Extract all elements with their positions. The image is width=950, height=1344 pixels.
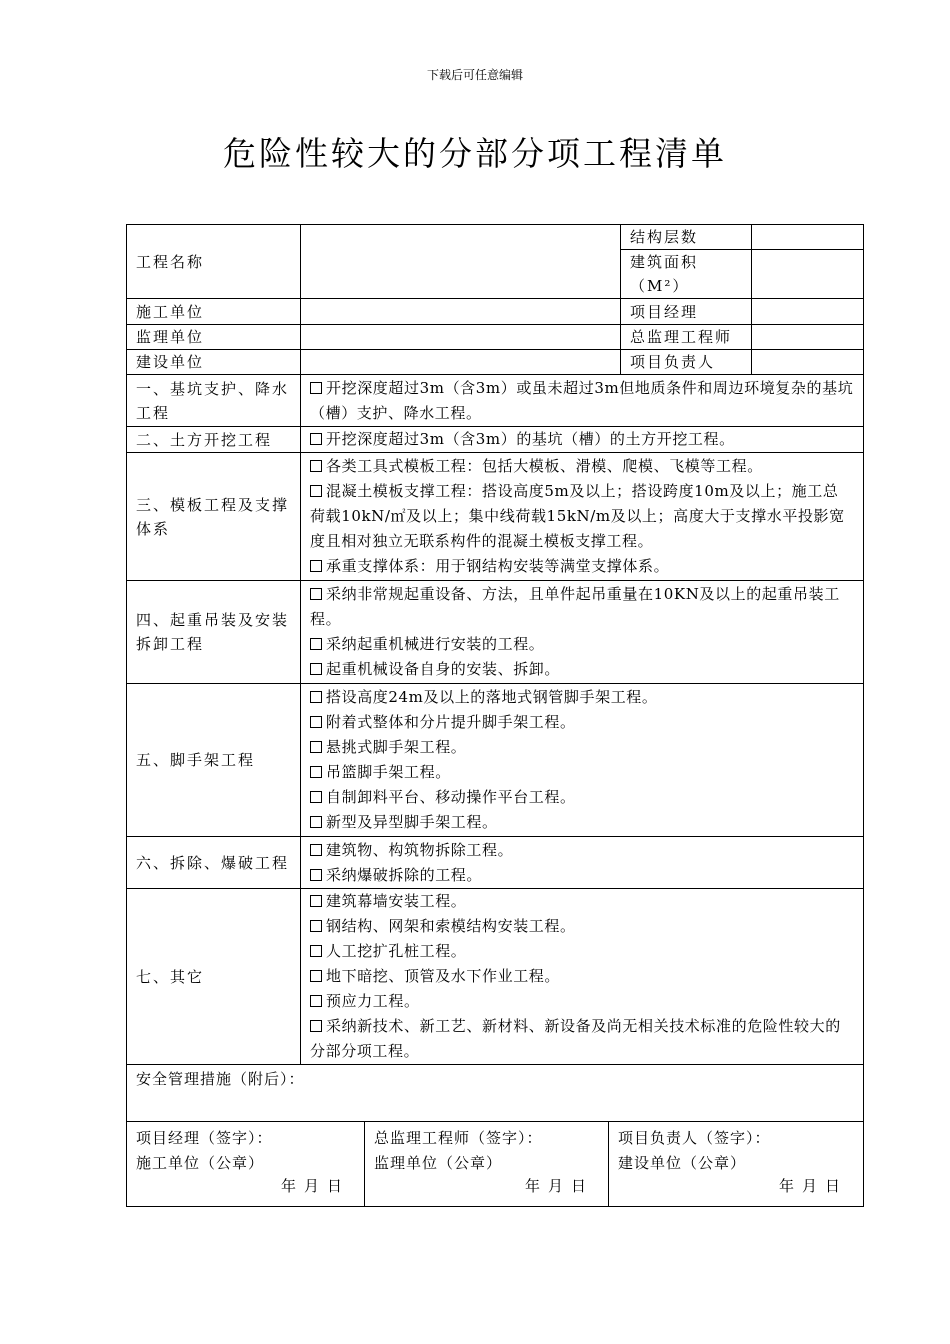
chief-supervisor-label: 总监理工程师 [621,325,752,350]
project-name-label: 工程名称 [127,225,301,299]
checklist-item[interactable]: 开挖深度超过3m（含3m）的基坑（槽）的土方开挖工程。 [310,427,854,452]
checkbox-icon[interactable] [310,560,322,572]
signature-row [127,1122,864,1207]
safety-measures-field[interactable] [127,1065,864,1122]
category-items [301,453,864,581]
checkbox-icon[interactable] [310,791,322,803]
category-label: 一、基坑支护、降水工程 [127,375,301,427]
checkbox-icon[interactable] [310,816,322,828]
checklist-item[interactable]: 混凝土模板支撑工程：搭设高度5m及以上；搭设跨度10m及以上；施工总荷载10kN/㎡及以上；集中线荷载15kN/m及以上；高度大于支撑水平投影宽度且相对独立无联系构件的混凝土模板支撑工程。 [310,482,845,550]
project-name-field[interactable] [301,225,621,299]
checkbox-icon[interactable] [310,945,322,957]
checkbox-icon[interactable] [310,869,322,881]
checklist-item[interactable]: 附着式整体和分片提升脚手架工程。 [310,710,854,735]
signature-line: 项目负责人（签字）： [618,1129,771,1147]
signature-block-supervision[interactable] [365,1122,609,1206]
checklist-item[interactable]: 承重支撑体系：用于钢结构安装等满堂支撑体系。 [310,554,854,579]
category-items [301,581,864,684]
project-manager-field[interactable] [752,299,864,325]
checklist-item[interactable]: 预应力工程。 [310,989,854,1014]
checkbox-icon[interactable] [310,663,322,675]
checklist-item[interactable]: 采纳起重机械进行安装的工程。 [310,632,854,657]
checkbox-icon[interactable] [310,741,322,753]
project-manager-label: 项目经理 [621,299,752,325]
category-label: 二、土方开挖工程 [127,427,301,453]
checkbox-icon[interactable] [310,638,322,650]
checklist-item[interactable]: 搭设高度24m及以上的落地式钢管脚手架工程。 [310,685,854,710]
checklist-item[interactable]: 自制卸料平台、移动操作平台工程。 [310,785,854,810]
checklist-item[interactable]: 开挖深度超过3m（含3m）或虽未超过3m但地质条件和周边环境复杂的基坑（槽）支护、降水工程。 [310,378,854,422]
category-items [301,427,864,453]
checkbox-icon[interactable] [310,716,322,728]
signature-line: 项目经理（签字）： [136,1129,273,1147]
checklist-item[interactable]: 人工挖扩孔桩工程。 [310,939,854,964]
signature-line: 总监理工程师（签字）： [374,1129,543,1147]
chief-supervisor-field[interactable] [752,325,864,350]
checkbox-icon[interactable] [310,433,322,445]
owner-unit-label: 建设单位 [127,350,301,375]
checkbox-icon[interactable] [310,1020,322,1032]
checkbox-icon[interactable] [310,920,322,932]
building-area-field[interactable] [752,250,864,299]
checklist-item[interactable]: 采纳非常规起重设备、方法，且单件起吊重量在10KN及以上的起重吊装工程。 [310,585,840,628]
category-label: 四、起重吊装及安装拆卸工程 [127,581,301,684]
checklist-item[interactable]: 钢结构、网架和索模结构安装工程。 [310,914,854,939]
checklist-item[interactable]: 建筑物、构筑物拆除工程。 [310,838,854,863]
supervision-unit-label: 监理单位 [127,325,301,350]
checkbox-icon[interactable] [310,460,322,472]
category-items [301,375,864,427]
construction-unit-label: 施工单位 [127,299,301,325]
header-note: 下载后可任意编辑 [426,68,523,82]
checklist-item[interactable]: 新型及异型脚手架工程。 [310,810,854,835]
checklist-item[interactable]: 地下暗挖、顶管及水下作业工程。 [310,964,854,989]
project-leader-label: 项目负责人 [621,350,752,375]
checkbox-icon[interactable] [310,970,322,982]
checkbox-icon[interactable] [310,485,322,497]
checkbox-icon[interactable] [310,895,322,907]
seal-line: 施工单位（公章） [136,1154,265,1172]
structure-floors-label: 结构层数 [621,225,752,250]
checklist-item[interactable]: 采纳新技术、新工艺、新材料、新设备及尚无相关技术标准的危险性较大的分部分项工程。 [310,1017,841,1060]
checkbox-icon[interactable] [310,382,322,394]
project-leader-field[interactable] [752,350,864,375]
supervision-unit-field[interactable] [301,325,621,350]
checkbox-icon[interactable] [310,844,322,856]
checklist-item[interactable]: 吊篮脚手架工程。 [310,760,854,785]
building-area-label: 建筑面积（M²） [621,250,752,299]
category-label: 五、脚手架工程 [127,684,301,837]
category-items [301,889,864,1065]
date-line: 年月日 [524,1177,594,1195]
checklist-item[interactable]: 建筑幕墙安装工程。 [310,889,854,914]
category-items [301,684,864,837]
category-label: 三、模板工程及支撑体系 [127,453,301,581]
category-label: 六、拆除、爆破工程 [127,837,301,889]
checkbox-icon[interactable] [310,691,322,703]
safety-measures-label: 安全管理措施（附后）： [136,1070,305,1088]
signature-block-owner[interactable] [609,1122,862,1206]
structure-floors-field[interactable] [752,225,864,250]
checkbox-icon[interactable] [310,995,322,1007]
construction-unit-field[interactable] [301,299,621,325]
checklist-item[interactable]: 起重机械设备自身的安装、拆卸。 [310,657,854,682]
checkbox-icon[interactable] [310,766,322,778]
category-items [301,837,864,889]
checklist-item[interactable]: 各类工具式模板工程：包括大模板、滑模、爬模、飞模等工程。 [310,454,854,479]
hazard-project-form [126,224,864,1207]
category-label: 七、其它 [127,889,301,1065]
signature-block-construction[interactable] [127,1122,365,1206]
seal-line: 监理单位（公章） [374,1154,503,1172]
checklist-item[interactable]: 悬挑式脚手架工程。 [310,735,854,760]
document-title: 危险性较大的分部分项工程清单 [223,134,727,173]
seal-line: 建设单位（公章） [618,1154,747,1172]
checkbox-icon[interactable] [310,588,322,600]
date-line: 年月日 [778,1177,848,1195]
checklist-item[interactable]: 采纳爆破拆除的工程。 [310,863,854,888]
owner-unit-field[interactable] [301,350,621,375]
date-line: 年月日 [280,1177,350,1195]
